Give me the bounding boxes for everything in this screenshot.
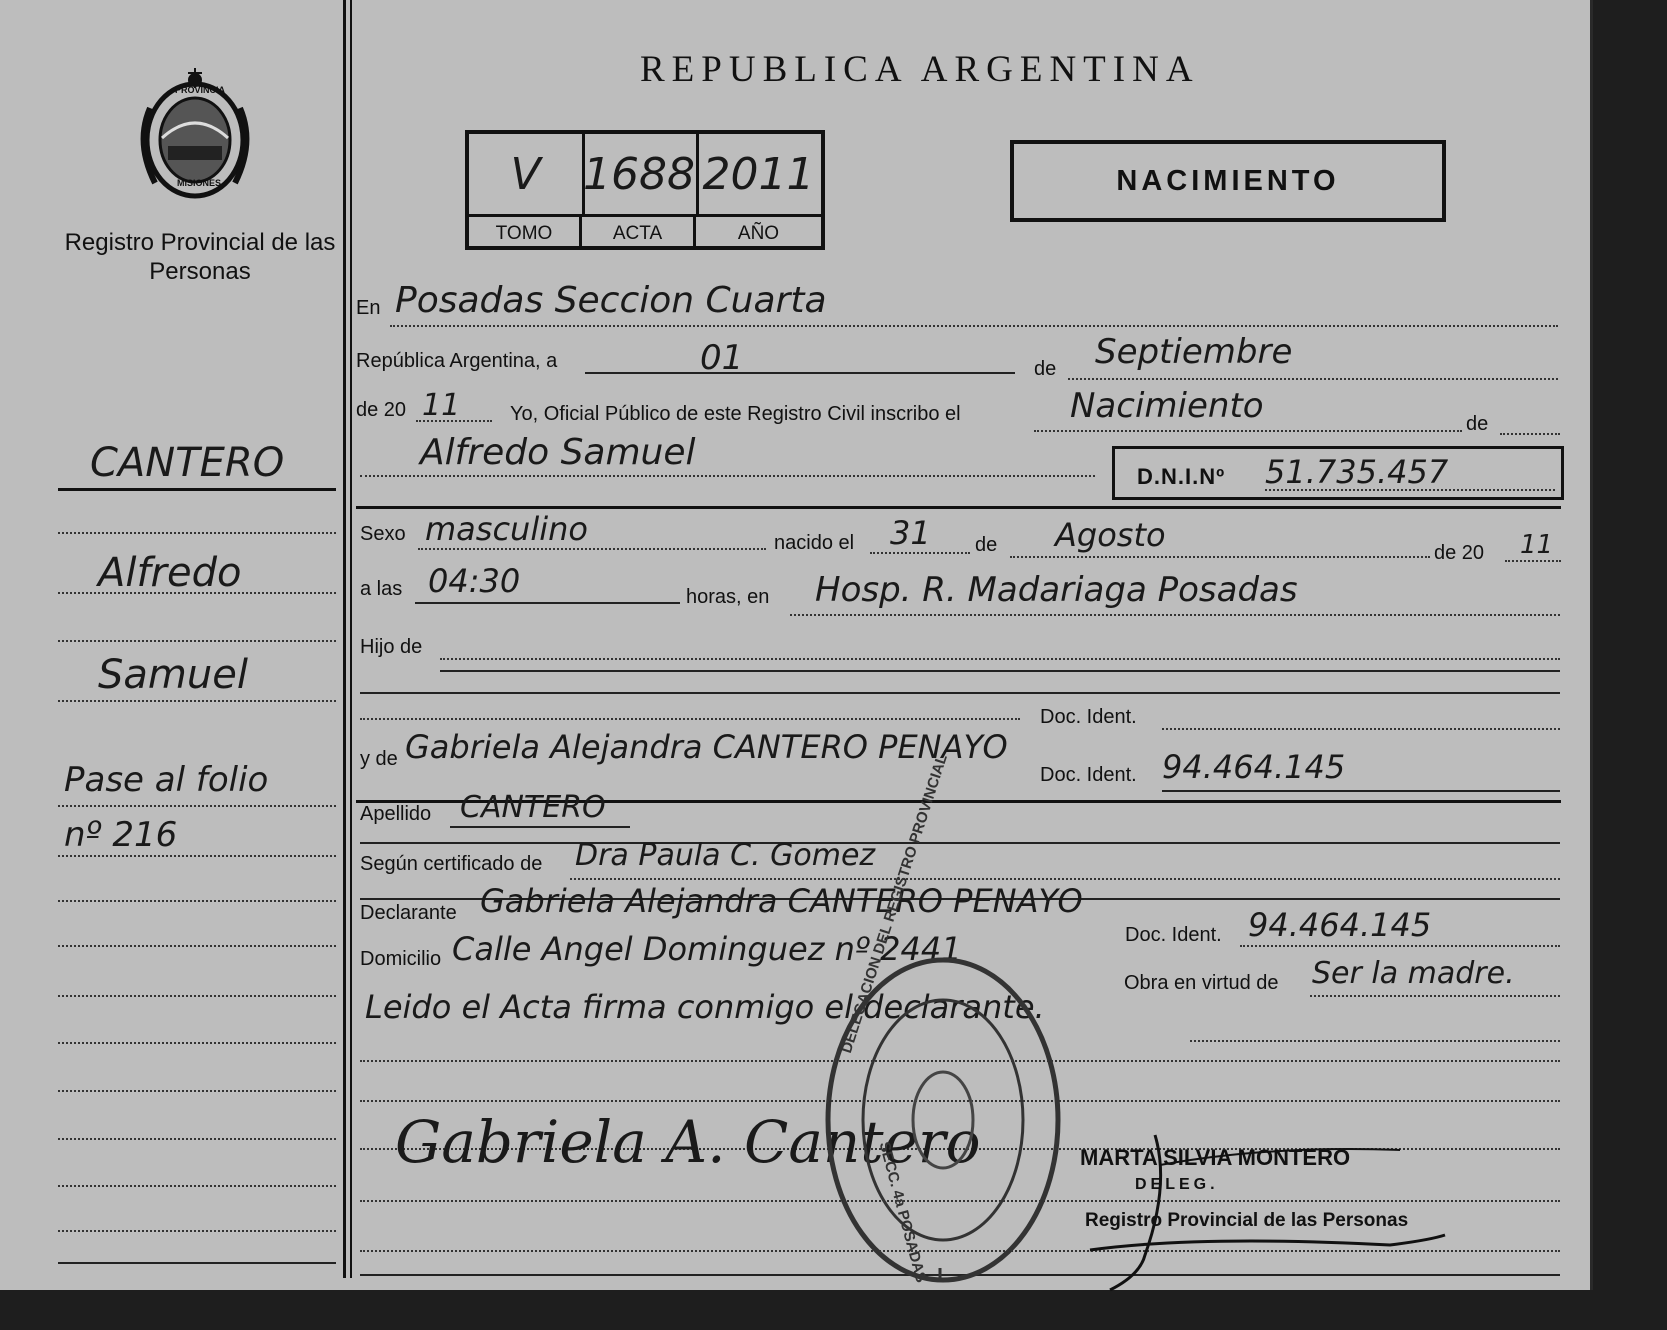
form-line [1505,560,1561,562]
sidebar-note-line1: Pase al folio [64,760,269,800]
sidebar-line [58,1042,336,1044]
acta-value: 1688 [582,134,699,214]
anio-value: 2011 [702,148,815,200]
form-line [1162,790,1560,792]
sidebar-line [58,1262,336,1264]
year-value: 11 [422,388,461,423]
yde-label: y de [360,748,398,770]
republica-label: República Argentina, a [356,350,558,372]
nacido-label: nacido el [774,532,855,554]
sidebar-line [58,805,336,807]
sexo-value: masculino [425,510,588,548]
leido-value: Leido el Acta firma conmigo el declarante. [365,988,1045,1026]
dni-value: 51.735.457 [1265,453,1449,491]
form-line [415,602,680,604]
domicilio-label: Domicilio [360,948,442,970]
form-line [870,552,970,554]
sidebar-note-line2: nº 216 [64,815,178,855]
form-line [440,670,1560,672]
form-line [1500,433,1560,435]
sidebar-line [58,855,336,857]
de20-label: de 20 [356,399,407,421]
sidebar-line [58,640,336,642]
official-name: MARTA SILVIA MONTERO [1080,1145,1351,1170]
nacido-day: 31 [890,514,931,552]
sidebar-line [58,1230,336,1232]
form-line [1240,945,1560,947]
obra-label: Obra en virtud de [1124,972,1279,994]
en-value: Posadas Seccion Cuarta [395,280,827,321]
record-number-table [465,130,825,250]
lugar-value: Hosp. R. Madariaga Posadas [815,570,1298,610]
domicilio-value: Calle Angel Dominguez nº 2441 [452,930,962,968]
sidebar-line [58,700,336,702]
form-line [1034,430,1462,432]
form-line [570,878,1560,880]
form-line [390,325,1558,327]
sidebar-line [58,592,336,594]
nacido-year: 11 [1520,530,1554,560]
form-line [1265,489,1555,491]
sidebar-line [58,488,336,491]
country-title: REPUBLICA ARGENTINA [640,49,1200,90]
de-label-3: de [975,534,998,556]
form-line [585,372,1015,374]
form-line [360,692,1560,694]
agency-name: Registro Provincial de las Personas [64,229,336,285]
hora-value: 04:30 [428,562,521,600]
madre-value: Gabriela Alejandra CANTERO PENAYO [405,728,1008,766]
form-line [1010,556,1430,558]
form-line [416,420,492,422]
de-label-2: de [1466,413,1489,435]
tomo-value: V [469,134,585,214]
form-line [450,826,630,828]
de20-label-2: de 20 [1434,542,1485,564]
stamp-inner-text: SECC. 4a POSADAS [875,1140,930,1285]
doc-ident-label-1: Doc. Ident. [1040,706,1137,728]
nacido-month: Agosto [1055,516,1166,554]
day-value: 01 [700,338,744,378]
sidebar-line [58,1138,336,1140]
apellido-label: Apellido [360,803,432,825]
segun-value: Dra Paula C. Gomez [575,838,876,873]
horas-label: horas, en [686,586,770,608]
record-type-box: NACIMIENTO [1010,140,1446,222]
form-line [360,475,1095,477]
sidebar-middle-name: Samuel [98,652,248,698]
dni-label: D.N.I.Nº [1137,464,1226,489]
form-line [356,506,1561,509]
segun-label: Según certificado de [360,853,543,875]
official-signature [1050,1125,1450,1295]
sidebar-line [58,1185,336,1187]
official-office: Registro Provincial de las Personas [1085,1210,1409,1231]
sidebar-line [58,1090,336,1092]
sidebar-line [58,945,336,947]
month-value: Septiembre [1095,332,1293,372]
form-line [440,658,1560,660]
form-line [1162,728,1560,730]
doc-ident-label-2: Doc. Ident. [1040,764,1137,786]
doc-ident-label-3: Doc. Ident. [1125,924,1222,946]
sidebar-first-name: Alfredo [98,550,242,596]
column-divider-left-inner [350,0,352,1278]
inscribo-value: Nacimiento [1070,386,1264,426]
acta-label: ACTA [582,214,696,250]
oficial-label: Yo, Oficial Público de este Registro Civil inscribo el [510,403,961,425]
column-divider-left [343,0,346,1278]
form-line [360,842,1560,844]
apellido-value: CANTERO [460,790,606,825]
dni-box [1112,446,1564,500]
emblem-text-bottom: MISIONES [177,178,222,188]
form-line [1310,995,1560,997]
form-line [1190,1040,1560,1042]
sidebar-line [58,900,336,902]
official-title: DELEG. [1135,1176,1219,1193]
declarant-signature: Gabriela A. Cantero [395,1108,981,1176]
form-line [360,718,1020,720]
sidebar-line [58,532,336,534]
declarante-label: Declarante [360,902,457,924]
sexo-label: Sexo [360,523,406,545]
madre-doc: 94.464.145 [1162,748,1346,786]
form-line [790,614,1560,616]
alas-label: a las [360,578,403,600]
tomo-label: TOMO [469,214,582,250]
declarante-doc: 94.464.145 [1248,906,1432,944]
de-label-1: de [1034,358,1057,380]
form-line [1068,378,1558,380]
sidebar-line [58,995,336,997]
hijo-label: Hijo de [360,636,423,658]
anio-label: AÑO [696,214,821,250]
en-label: En [356,297,381,319]
obra-value: Ser la madre. [1312,956,1515,991]
stamp-text: DELEGACION DEL REGISTRO PROVINCIAL [838,752,951,1056]
declarante-value: Gabriela Alejandra CANTERO PENAYO [480,882,1083,920]
sidebar-surname: CANTERO [90,440,285,486]
emblem-text-top: PROVINCIA [175,85,226,95]
form-line [418,548,766,550]
child-name-value: Alfredo Samuel [420,432,696,473]
